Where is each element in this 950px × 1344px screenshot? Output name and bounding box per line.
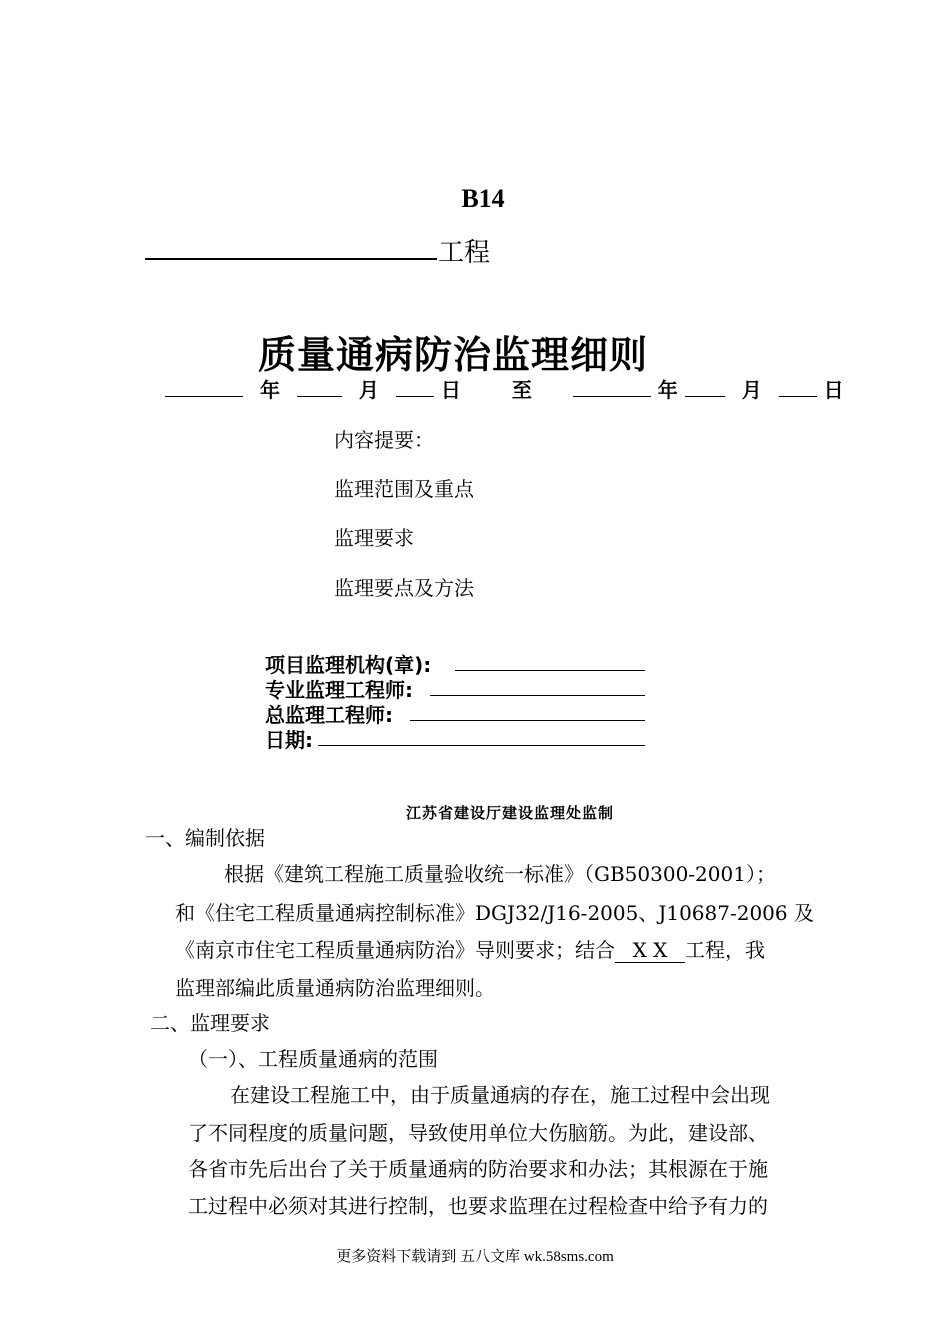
section-heading: 一、编制依据 [145, 826, 265, 850]
document-code: B14 [461, 184, 505, 213]
paragraph-line: 根据《建筑工程施工质量验收统一标准》（GB50300-2001）； [224, 862, 776, 886]
start-day-blank [396, 378, 434, 397]
start-month-blank [297, 378, 342, 397]
summary-item: 监理范围及重点 [334, 477, 474, 501]
issuer-label: 江苏省建设厅建设监理处监制 [405, 804, 614, 822]
signature-org-label: 项目监理机构(章): [265, 653, 432, 677]
summary-item: 监理要点及方法 [334, 576, 474, 600]
paragraph-line: 和《住宅工程质量通病控制标准》DGJ32/J16-2005、J10687-2006 及 [175, 901, 814, 925]
end-year-blank [573, 378, 651, 397]
signature-date-blank [318, 745, 645, 746]
subsection-heading: （一）、工程质量通病的范围 [188, 1047, 438, 1071]
signature-engineer-label: 专业监理工程师: [265, 678, 413, 702]
section-heading: 二、监理要求 [150, 1011, 270, 1035]
date-to-label: 至 [511, 378, 532, 402]
project-name-blank [145, 258, 437, 260]
project-name-field: X X [615, 938, 685, 963]
page-footer: 更多资料下载请到 五八文库 wk.58sms.com [336, 1249, 614, 1265]
paragraph-text: 《南京市住宅工程质量通病防治》导则要求；结合 [175, 938, 615, 962]
start-month-label: 月 [358, 378, 379, 402]
end-day-blank [779, 378, 817, 397]
signature-date-label: 日期: [265, 728, 313, 752]
signature-engineer-blank [430, 695, 645, 696]
summary-item: 监理要求 [334, 526, 414, 550]
start-year-blank [165, 378, 243, 397]
paragraph-line: 了不同程度的质量问题，导致使用单位大伤脑筋。为此，建设部、 [188, 1121, 768, 1145]
paragraph-line: 各省市先后出台了关于质量通病的防治要求和办法；其根源在于施 [188, 1157, 768, 1181]
signature-chief-label: 总监理工程师: [265, 703, 393, 727]
signature-chief-blank [410, 720, 645, 721]
end-month-label: 月 [741, 378, 762, 402]
paragraph-text: 工程，我 [685, 938, 765, 962]
end-year-label: 年 [657, 378, 678, 402]
signature-org-blank [455, 670, 645, 671]
paragraph-line [175, 934, 765, 963]
start-year-label: 年 [259, 378, 280, 402]
page-title: 质量通病防治监理细则 [257, 333, 648, 377]
paragraph-line: 工过程中必须对其进行控制，也要求监理在过程检查中给予有力的 [188, 1194, 768, 1218]
paragraph-line: 监理部编此质量通病防治监理细则。 [175, 976, 495, 1000]
project-suffix: 工程 [438, 238, 491, 268]
start-day-label: 日 [440, 378, 461, 402]
paragraph-line: 在建设工程施工中，由于质量通病的存在，施工过程中会出现 [230, 1083, 770, 1107]
summary-heading: 内容提要： [334, 428, 434, 452]
end-day-label: 日 [823, 378, 844, 402]
end-month-blank [685, 378, 725, 397]
date-range-row [165, 374, 844, 403]
